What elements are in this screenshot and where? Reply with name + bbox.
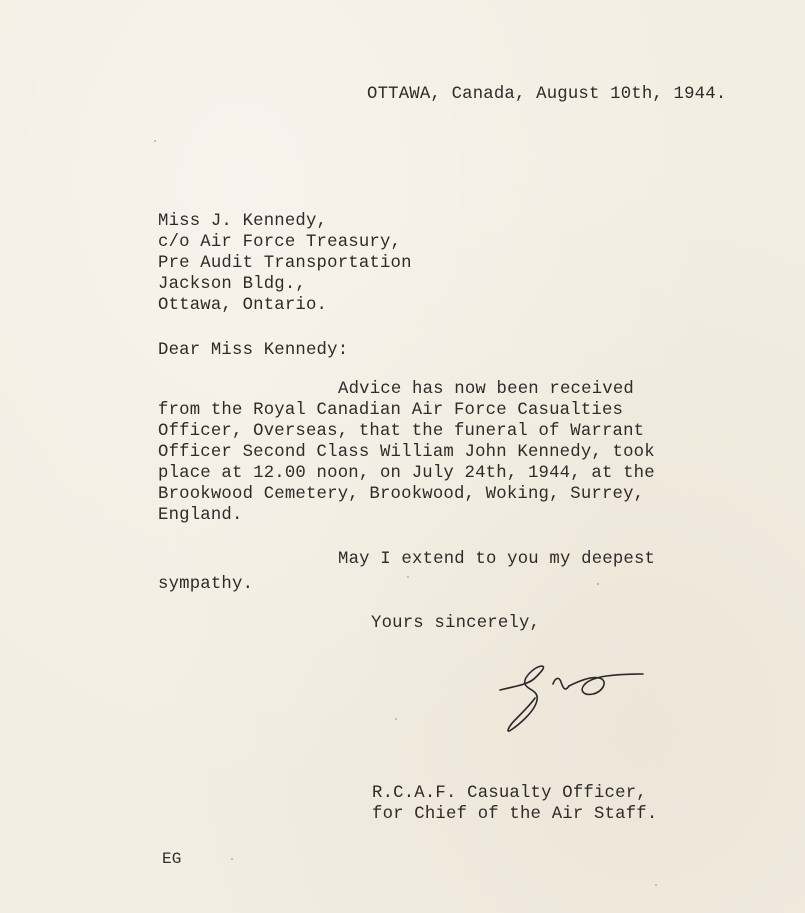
typist-initials: EG <box>162 850 182 868</box>
paper-speck <box>597 583 599 585</box>
paper-speck <box>231 858 233 860</box>
address-line: Miss J. Kennedy, <box>158 212 328 231</box>
body-line: Officer, Overseas, that the funeral of Warrant <box>158 422 645 441</box>
closing: Yours sincerely, <box>371 614 541 633</box>
body-line: England. <box>158 506 243 525</box>
paper-speck <box>154 140 156 142</box>
paper-speck <box>655 884 657 886</box>
body-line: place at 12.00 noon, on July 24th, 1944, at the <box>158 464 655 483</box>
paper-speck <box>407 576 409 578</box>
body-line: sympathy. <box>158 575 254 594</box>
body-line: May I extend to you my deepest <box>338 550 656 569</box>
paper-speck <box>395 718 397 720</box>
address-line: c/o Air Force Treasury, <box>158 233 402 252</box>
address-line: Pre Audit Transportation <box>158 254 412 273</box>
signatory-title: R.C.A.F. Casualty Officer, <box>372 784 647 803</box>
body-line: from the Royal Canadian Air Force Casualties <box>158 401 624 420</box>
handwritten-signature-icon <box>495 660 655 740</box>
signatory-title: for Chief of the Air Staff. <box>372 805 658 824</box>
body-line: Advice has now been received <box>338 380 634 399</box>
body-line: Officer Second Class William John Kennedy, took <box>158 443 655 462</box>
salutation: Dear Miss Kennedy: <box>158 341 349 360</box>
body-line: Brookwood Cemetery, Brookwood, Woking, Surrey, <box>158 485 645 504</box>
dateline: OTTAWA, Canada, August 10th, 1944. <box>367 85 727 104</box>
address-line: Jackson Bldg., <box>158 275 306 294</box>
address-line: Ottawa, Ontario. <box>158 296 328 315</box>
